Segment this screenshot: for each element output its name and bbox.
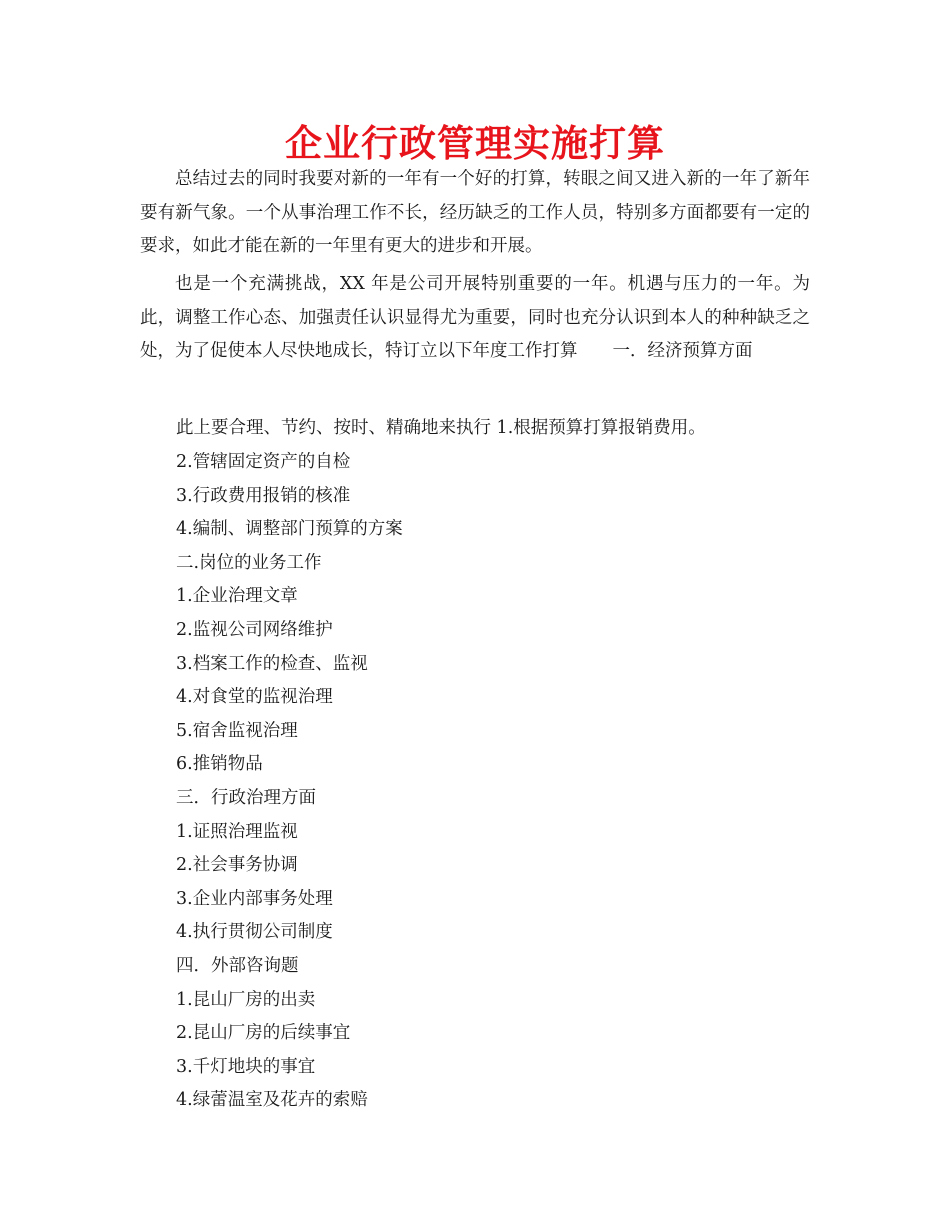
list-item: 3.行政费用报销的核准: [176, 485, 351, 506]
list-item: 2.昆山厂房的后续事宜: [176, 1023, 351, 1044]
list-item: 4.绿蕾温室及花卉的索赔: [176, 1090, 368, 1111]
plan-item-list: [176, 446, 403, 1118]
document-title: 企业行政管理实施打算: [285, 122, 665, 165]
section-heading: 三．行政治理方面: [176, 787, 316, 808]
list-item: 3.企业内部事务处理: [176, 888, 333, 909]
list-item: 2.管辖固定资产的自检: [176, 452, 351, 472]
list-item: 4.执行贯彻公司制度: [176, 922, 333, 943]
list-item: 3.档案工作的检查、监视: [176, 653, 368, 674]
list-item: 4.编制、调整部门预算的方案: [176, 519, 403, 540]
section-heading: 四．外部咨询题: [176, 955, 299, 976]
list-item: 4.对食堂的监视治理: [176, 687, 333, 708]
list-item: 1.证照治理监视: [176, 821, 298, 842]
list-item: 1.企业治理文章: [176, 586, 298, 607]
intro-paragraph: 总结过去的同时我要对新的一年有一个好的打算，转眼之间又进入新的一年了新年要有新气象。一个从事治理工作不长，经历缺乏的工作人员，特别多方面都要有一定的要求，如此才能在新的一年里有更大的进步和开展。: [140, 169, 810, 257]
list-item: 5.宿舍监视治理: [176, 720, 298, 741]
section-heading: 二.岗位的业务工作: [176, 552, 322, 573]
list-item: 2.监视公司网络维护: [176, 619, 333, 640]
list-item: 6.推销物品: [176, 754, 263, 775]
list-item: 2.社会事务协调: [176, 855, 298, 876]
challenge-paragraph: 也是一个充满挑战，XX 年是公司开展特别重要的一年。机遇与压力的一年。为此，调整工作心态、加强责任认识显得尤为重要，同时也充分认识到本人的种种缺乏之处，为了促使本人尽快地成长，特订立以下年度工作打算 一．经济预算方面: [140, 274, 810, 362]
list-item: 3.千灯地块的事宜: [176, 1056, 316, 1077]
budget-paragraph: 此上要合理、节约、按时、精确地来执行 1.根据预算打算报销费用。: [176, 418, 706, 438]
list-item: 1.昆山厂房的出卖: [176, 989, 316, 1010]
